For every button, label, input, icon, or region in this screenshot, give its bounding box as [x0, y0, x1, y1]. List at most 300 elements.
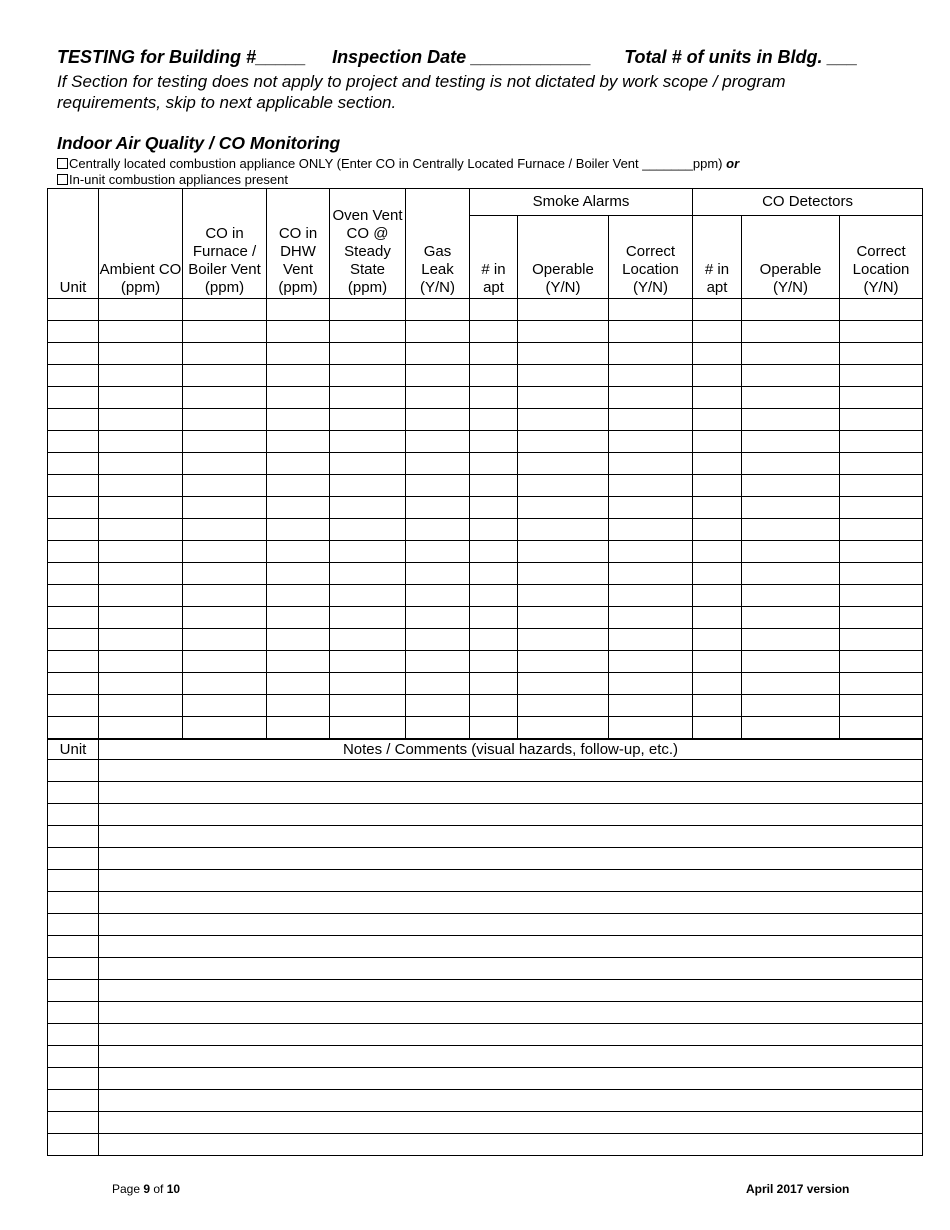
- entry-cell[interactable]: [742, 563, 840, 585]
- entry-cell[interactable]: [742, 387, 840, 409]
- entry-cell[interactable]: [267, 321, 330, 343]
- entry-cell[interactable]: [470, 629, 518, 651]
- entry-cell[interactable]: [183, 475, 267, 497]
- entry-cell[interactable]: [406, 387, 470, 409]
- entry-cell[interactable]: [183, 585, 267, 607]
- entry-cell[interactable]: [48, 343, 99, 365]
- entry-cell[interactable]: [183, 695, 267, 717]
- table-row: [48, 563, 923, 585]
- entry-cell[interactable]: [742, 651, 840, 673]
- entry-cell[interactable]: [99, 343, 183, 365]
- central-appliance-checkbox[interactable]: [57, 158, 68, 169]
- entry-cell[interactable]: [48, 673, 99, 695]
- entry-cell[interactable]: [48, 453, 99, 475]
- entry-cell[interactable]: [406, 585, 470, 607]
- entry-cell[interactable]: [183, 673, 267, 695]
- entry-cell[interactable]: [48, 497, 99, 519]
- entry-cell[interactable]: [99, 541, 183, 563]
- entry-cell[interactable]: [99, 409, 183, 431]
- entry-cell[interactable]: [330, 387, 406, 409]
- in-unit-appliance-checkbox[interactable]: [57, 174, 68, 185]
- entry-cell[interactable]: [470, 563, 518, 585]
- entry-cell[interactable]: [609, 651, 693, 673]
- entry-cell[interactable]: [406, 321, 470, 343]
- entry-cell[interactable]: [406, 343, 470, 365]
- entry-cell[interactable]: [48, 695, 99, 717]
- notes-comment-cell[interactable]: [99, 782, 923, 804]
- entry-cell[interactable]: [470, 585, 518, 607]
- entry-cell[interactable]: [693, 717, 742, 739]
- entry-cell[interactable]: [406, 651, 470, 673]
- entry-cell[interactable]: [693, 563, 742, 585]
- notes-unit-cell[interactable]: [48, 870, 99, 892]
- entry-cell[interactable]: [609, 387, 693, 409]
- entry-cell[interactable]: [609, 717, 693, 739]
- entry-cell[interactable]: [693, 519, 742, 541]
- entry-cell[interactable]: [99, 651, 183, 673]
- entry-cell[interactable]: [183, 321, 267, 343]
- entry-cell[interactable]: [267, 629, 330, 651]
- notes-comment-cell[interactable]: [99, 936, 923, 958]
- entry-cell[interactable]: [693, 673, 742, 695]
- entry-cell[interactable]: [99, 431, 183, 453]
- entry-cell[interactable]: [183, 365, 267, 387]
- entry-cell[interactable]: [267, 585, 330, 607]
- entry-cell[interactable]: [609, 431, 693, 453]
- notes-comment-cell[interactable]: [99, 958, 923, 980]
- entry-cell[interactable]: [518, 365, 609, 387]
- entry-cell[interactable]: [267, 717, 330, 739]
- entry-cell[interactable]: [48, 563, 99, 585]
- entry-cell[interactable]: [183, 717, 267, 739]
- entry-cell[interactable]: [518, 585, 609, 607]
- entry-cell[interactable]: [742, 519, 840, 541]
- entry-cell[interactable]: [840, 321, 923, 343]
- entry-cell[interactable]: [742, 629, 840, 651]
- entry-cell[interactable]: [742, 607, 840, 629]
- entry-cell[interactable]: [330, 497, 406, 519]
- entry-cell[interactable]: [99, 673, 183, 695]
- notes-row: [48, 1046, 923, 1068]
- entry-cell[interactable]: [406, 497, 470, 519]
- entry-cell[interactable]: [48, 409, 99, 431]
- notes-comment-cell[interactable]: [99, 1068, 923, 1090]
- entry-cell[interactable]: [330, 651, 406, 673]
- entry-cell[interactable]: [330, 519, 406, 541]
- col-co-dhw-header: CO in DHW Vent (ppm): [267, 189, 330, 299]
- entry-cell[interactable]: [330, 629, 406, 651]
- entry-cell[interactable]: [609, 585, 693, 607]
- entry-cell[interactable]: [742, 321, 840, 343]
- entry-cell[interactable]: [518, 541, 609, 563]
- entry-cell[interactable]: [470, 365, 518, 387]
- entry-cell[interactable]: [470, 321, 518, 343]
- entry-cell[interactable]: [470, 453, 518, 475]
- table-row: [48, 321, 923, 343]
- entry-cell[interactable]: [267, 673, 330, 695]
- entry-cell[interactable]: [840, 497, 923, 519]
- entry-cell[interactable]: [48, 607, 99, 629]
- entry-cell[interactable]: [99, 299, 183, 321]
- entry-cell[interactable]: [518, 453, 609, 475]
- notes-comment-cell[interactable]: [99, 870, 923, 892]
- entry-cell[interactable]: [406, 563, 470, 585]
- notes-comment-cell[interactable]: [99, 1090, 923, 1112]
- notes-comment-cell[interactable]: [99, 848, 923, 870]
- notes-unit-cell[interactable]: [48, 1002, 99, 1024]
- entry-cell[interactable]: [840, 431, 923, 453]
- notes-unit-cell[interactable]: [48, 980, 99, 1002]
- entry-cell[interactable]: [406, 695, 470, 717]
- entry-cell[interactable]: [48, 475, 99, 497]
- entry-cell[interactable]: [609, 365, 693, 387]
- entry-cell[interactable]: [48, 431, 99, 453]
- entry-cell[interactable]: [840, 673, 923, 695]
- entry-cell[interactable]: [609, 541, 693, 563]
- entry-cell[interactable]: [609, 563, 693, 585]
- entry-cell[interactable]: [693, 409, 742, 431]
- entry-cell[interactable]: [470, 695, 518, 717]
- entry-cell[interactable]: [99, 519, 183, 541]
- entry-cell[interactable]: [183, 651, 267, 673]
- entry-cell[interactable]: [742, 695, 840, 717]
- notes-unit-cell[interactable]: [48, 958, 99, 980]
- notes-table: [47, 739, 923, 1156]
- entry-cell[interactable]: [330, 321, 406, 343]
- entry-cell[interactable]: [406, 431, 470, 453]
- entry-cell[interactable]: [330, 673, 406, 695]
- entry-cell[interactable]: [518, 519, 609, 541]
- smoke-operable-header: Operable (Y/N): [518, 216, 609, 299]
- entry-cell[interactable]: [470, 343, 518, 365]
- notes-unit-cell[interactable]: [48, 1134, 99, 1156]
- entry-cell[interactable]: [609, 321, 693, 343]
- smoke-correct-location-header: Correct Location (Y/N): [609, 216, 693, 299]
- notes-comment-cell[interactable]: [99, 914, 923, 936]
- entry-cell[interactable]: [742, 299, 840, 321]
- entry-cell[interactable]: [267, 453, 330, 475]
- entry-cell[interactable]: [742, 365, 840, 387]
- entry-cell[interactable]: [330, 695, 406, 717]
- entry-cell[interactable]: [470, 409, 518, 431]
- entry-cell[interactable]: [609, 695, 693, 717]
- entry-cell[interactable]: [470, 475, 518, 497]
- entry-cell[interactable]: [183, 387, 267, 409]
- entry-cell[interactable]: [693, 651, 742, 673]
- entry-cell[interactable]: [267, 299, 330, 321]
- entry-cell[interactable]: [183, 409, 267, 431]
- entry-cell[interactable]: [330, 453, 406, 475]
- entry-cell[interactable]: [99, 497, 183, 519]
- entry-cell[interactable]: [330, 431, 406, 453]
- entry-cell[interactable]: [742, 585, 840, 607]
- entry-cell[interactable]: [267, 607, 330, 629]
- entry-cell[interactable]: [406, 453, 470, 475]
- entry-cell[interactable]: [183, 453, 267, 475]
- entry-cell[interactable]: [470, 541, 518, 563]
- notes-unit-cell[interactable]: [48, 760, 99, 782]
- entry-cell[interactable]: [609, 299, 693, 321]
- entry-cell[interactable]: [840, 717, 923, 739]
- notes-comment-cell[interactable]: [99, 760, 923, 782]
- entry-cell[interactable]: [840, 651, 923, 673]
- entry-cell[interactable]: [267, 387, 330, 409]
- entry-cell[interactable]: [518, 409, 609, 431]
- notes-unit-cell[interactable]: [48, 1046, 99, 1068]
- entry-cell[interactable]: [609, 497, 693, 519]
- entry-cell[interactable]: [518, 563, 609, 585]
- entry-cell[interactable]: [406, 365, 470, 387]
- entry-cell[interactable]: [48, 299, 99, 321]
- entry-cell[interactable]: [693, 431, 742, 453]
- entry-cell[interactable]: [840, 409, 923, 431]
- entry-cell[interactable]: [518, 695, 609, 717]
- entry-cell[interactable]: [267, 651, 330, 673]
- entry-cell[interactable]: [330, 343, 406, 365]
- col-unit-header: Unit: [48, 189, 99, 299]
- entry-cell[interactable]: [742, 475, 840, 497]
- entry-cell[interactable]: [267, 497, 330, 519]
- entry-cell[interactable]: [99, 563, 183, 585]
- entry-cell[interactable]: [48, 717, 99, 739]
- entry-cell[interactable]: [840, 519, 923, 541]
- notes-unit-cell[interactable]: [48, 1112, 99, 1134]
- entry-cell[interactable]: [330, 585, 406, 607]
- entry-cell[interactable]: [406, 541, 470, 563]
- entry-cell[interactable]: [518, 299, 609, 321]
- entry-cell[interactable]: [48, 629, 99, 651]
- entry-cell[interactable]: [742, 453, 840, 475]
- entry-cell[interactable]: [48, 519, 99, 541]
- entry-cell[interactable]: [693, 585, 742, 607]
- entry-cell[interactable]: [183, 541, 267, 563]
- notes-unit-cell[interactable]: [48, 1090, 99, 1112]
- entry-cell[interactable]: [518, 387, 609, 409]
- entry-cell[interactable]: [518, 321, 609, 343]
- notes-row: [48, 1112, 923, 1134]
- entry-cell[interactable]: [840, 695, 923, 717]
- entry-cell[interactable]: [840, 299, 923, 321]
- entry-cell[interactable]: [609, 453, 693, 475]
- entry-cell[interactable]: [406, 409, 470, 431]
- entry-cell[interactable]: [406, 519, 470, 541]
- entry-cell[interactable]: [518, 673, 609, 695]
- page-number: Page 9 of 10: [112, 1182, 181, 1196]
- entry-cell[interactable]: [470, 673, 518, 695]
- notes-row: [48, 782, 923, 804]
- entry-cell[interactable]: [48, 387, 99, 409]
- notes-comment-cell[interactable]: [99, 1024, 923, 1046]
- entry-cell[interactable]: [99, 365, 183, 387]
- notes-unit-cell[interactable]: [48, 1024, 99, 1046]
- notes-comment-cell[interactable]: [99, 804, 923, 826]
- entry-cell[interactable]: [406, 673, 470, 695]
- entry-cell[interactable]: [742, 343, 840, 365]
- entry-cell[interactable]: [267, 519, 330, 541]
- notes-comment-cell[interactable]: [99, 892, 923, 914]
- entry-cell[interactable]: [470, 431, 518, 453]
- entry-cell[interactable]: [609, 607, 693, 629]
- entry-cell[interactable]: [840, 585, 923, 607]
- entry-cell[interactable]: [609, 629, 693, 651]
- entry-cell[interactable]: [742, 431, 840, 453]
- entry-cell[interactable]: [99, 321, 183, 343]
- entry-cell[interactable]: [48, 651, 99, 673]
- entry-cell[interactable]: [693, 365, 742, 387]
- notes-unit-cell[interactable]: [48, 782, 99, 804]
- entry-cell[interactable]: [183, 299, 267, 321]
- entry-cell[interactable]: [48, 541, 99, 563]
- entry-cell[interactable]: [518, 717, 609, 739]
- entry-cell[interactable]: [742, 541, 840, 563]
- entry-cell[interactable]: [693, 541, 742, 563]
- central-appliance-label: Centrally located combustion appliance ONLY (Enter CO in Centrally Located Furnace / Boiler Vent _______ppm): [69, 156, 723, 171]
- entry-cell[interactable]: [406, 717, 470, 739]
- entry-cell[interactable]: [267, 475, 330, 497]
- entry-cell[interactable]: [840, 563, 923, 585]
- entry-cell[interactable]: [330, 717, 406, 739]
- entry-cell[interactable]: [330, 563, 406, 585]
- entry-cell[interactable]: [406, 299, 470, 321]
- notes-comment-cell[interactable]: [99, 1046, 923, 1068]
- entry-cell[interactable]: [267, 409, 330, 431]
- entry-cell[interactable]: [840, 475, 923, 497]
- notes-comment-cell[interactable]: [99, 1112, 923, 1134]
- entry-cell[interactable]: [609, 343, 693, 365]
- entry-cell[interactable]: [183, 607, 267, 629]
- notes-unit-cell[interactable]: [48, 892, 99, 914]
- notes-unit-cell[interactable]: [48, 848, 99, 870]
- entry-cell[interactable]: [609, 409, 693, 431]
- notes-row: [48, 980, 923, 1002]
- entry-cell[interactable]: [693, 629, 742, 651]
- entry-cell[interactable]: [330, 365, 406, 387]
- entry-cell[interactable]: [330, 475, 406, 497]
- entry-cell[interactable]: [518, 497, 609, 519]
- page-header: [57, 47, 858, 68]
- entry-cell[interactable]: [48, 365, 99, 387]
- entry-cell[interactable]: [183, 497, 267, 519]
- entry-cell[interactable]: [840, 541, 923, 563]
- notes-comment-cell[interactable]: [99, 1134, 923, 1156]
- central-appliance-option: [57, 156, 739, 171]
- entry-cell[interactable]: [406, 607, 470, 629]
- entry-cell[interactable]: [693, 607, 742, 629]
- entry-cell[interactable]: [183, 519, 267, 541]
- entry-cell[interactable]: [267, 563, 330, 585]
- notes-row: [48, 936, 923, 958]
- entry-cell[interactable]: [330, 541, 406, 563]
- entry-cell[interactable]: [470, 299, 518, 321]
- entry-cell[interactable]: [840, 343, 923, 365]
- entry-cell[interactable]: [518, 431, 609, 453]
- notes-unit-cell[interactable]: [48, 804, 99, 826]
- entry-cell[interactable]: [518, 651, 609, 673]
- entry-cell[interactable]: [470, 717, 518, 739]
- entry-cell[interactable]: [840, 365, 923, 387]
- entry-cell[interactable]: [48, 321, 99, 343]
- entry-cell[interactable]: [267, 541, 330, 563]
- notes-unit-cell[interactable]: [48, 914, 99, 936]
- entry-cell[interactable]: [99, 387, 183, 409]
- entry-cell[interactable]: [518, 475, 609, 497]
- entry-cell[interactable]: [267, 343, 330, 365]
- entry-cell[interactable]: [693, 475, 742, 497]
- entry-cell[interactable]: [99, 695, 183, 717]
- entry-cell[interactable]: [840, 387, 923, 409]
- entry-cell[interactable]: [470, 519, 518, 541]
- entry-cell[interactable]: [183, 563, 267, 585]
- entry-cell[interactable]: [99, 475, 183, 497]
- instruction-text: If Section for testing does not apply to project and testing is not dictated by work scope / program requirements, skip to next applicable section.: [57, 72, 786, 112]
- entry-cell[interactable]: [330, 409, 406, 431]
- entry-cell[interactable]: [99, 453, 183, 475]
- entry-cell[interactable]: [693, 387, 742, 409]
- entry-cell[interactable]: [330, 607, 406, 629]
- entry-cell[interactable]: [99, 585, 183, 607]
- entry-cell[interactable]: [406, 629, 470, 651]
- notes-unit-cell[interactable]: [48, 826, 99, 848]
- table-row: [48, 585, 923, 607]
- entry-cell[interactable]: [840, 453, 923, 475]
- entry-cell[interactable]: [518, 343, 609, 365]
- table-row: [48, 519, 923, 541]
- entry-cell[interactable]: [840, 607, 923, 629]
- entry-cell[interactable]: [609, 673, 693, 695]
- notes-comment-cell[interactable]: [99, 1002, 923, 1024]
- notes-unit-cell[interactable]: [48, 1068, 99, 1090]
- entry-cell[interactable]: [693, 343, 742, 365]
- col-oven-vent-header: Oven Vent CO @ Steady State (ppm): [330, 189, 406, 299]
- table-row: [48, 651, 923, 673]
- entry-cell[interactable]: [183, 629, 267, 651]
- entry-cell[interactable]: [48, 585, 99, 607]
- entry-cell[interactable]: [470, 651, 518, 673]
- entry-cell[interactable]: [742, 673, 840, 695]
- entry-cell[interactable]: [267, 365, 330, 387]
- entry-cell[interactable]: [99, 717, 183, 739]
- entry-cell[interactable]: [267, 695, 330, 717]
- entry-cell[interactable]: [470, 497, 518, 519]
- entry-cell[interactable]: [693, 453, 742, 475]
- entry-cell[interactable]: [693, 299, 742, 321]
- entry-cell[interactable]: [742, 409, 840, 431]
- notes-comment-cell[interactable]: [99, 980, 923, 1002]
- entry-cell[interactable]: [99, 607, 183, 629]
- entry-cell[interactable]: [518, 629, 609, 651]
- entry-cell[interactable]: [470, 607, 518, 629]
- entry-cell[interactable]: [609, 519, 693, 541]
- entry-cell[interactable]: [99, 629, 183, 651]
- entry-cell[interactable]: [406, 475, 470, 497]
- entry-cell[interactable]: [267, 431, 330, 453]
- entry-cell[interactable]: [609, 475, 693, 497]
- notes-unit-cell[interactable]: [48, 936, 99, 958]
- entry-cell[interactable]: [840, 629, 923, 651]
- notes-comment-cell[interactable]: [99, 826, 923, 848]
- entry-cell[interactable]: [742, 717, 840, 739]
- entry-cell[interactable]: [183, 343, 267, 365]
- entry-cell[interactable]: [693, 695, 742, 717]
- entry-cell[interactable]: [183, 431, 267, 453]
- or-label: or: [726, 156, 740, 171]
- entry-cell[interactable]: [470, 387, 518, 409]
- entry-cell[interactable]: [693, 321, 742, 343]
- entry-cell[interactable]: [742, 497, 840, 519]
- entry-cell[interactable]: [518, 607, 609, 629]
- entry-cell[interactable]: [330, 299, 406, 321]
- entry-cell[interactable]: [693, 497, 742, 519]
